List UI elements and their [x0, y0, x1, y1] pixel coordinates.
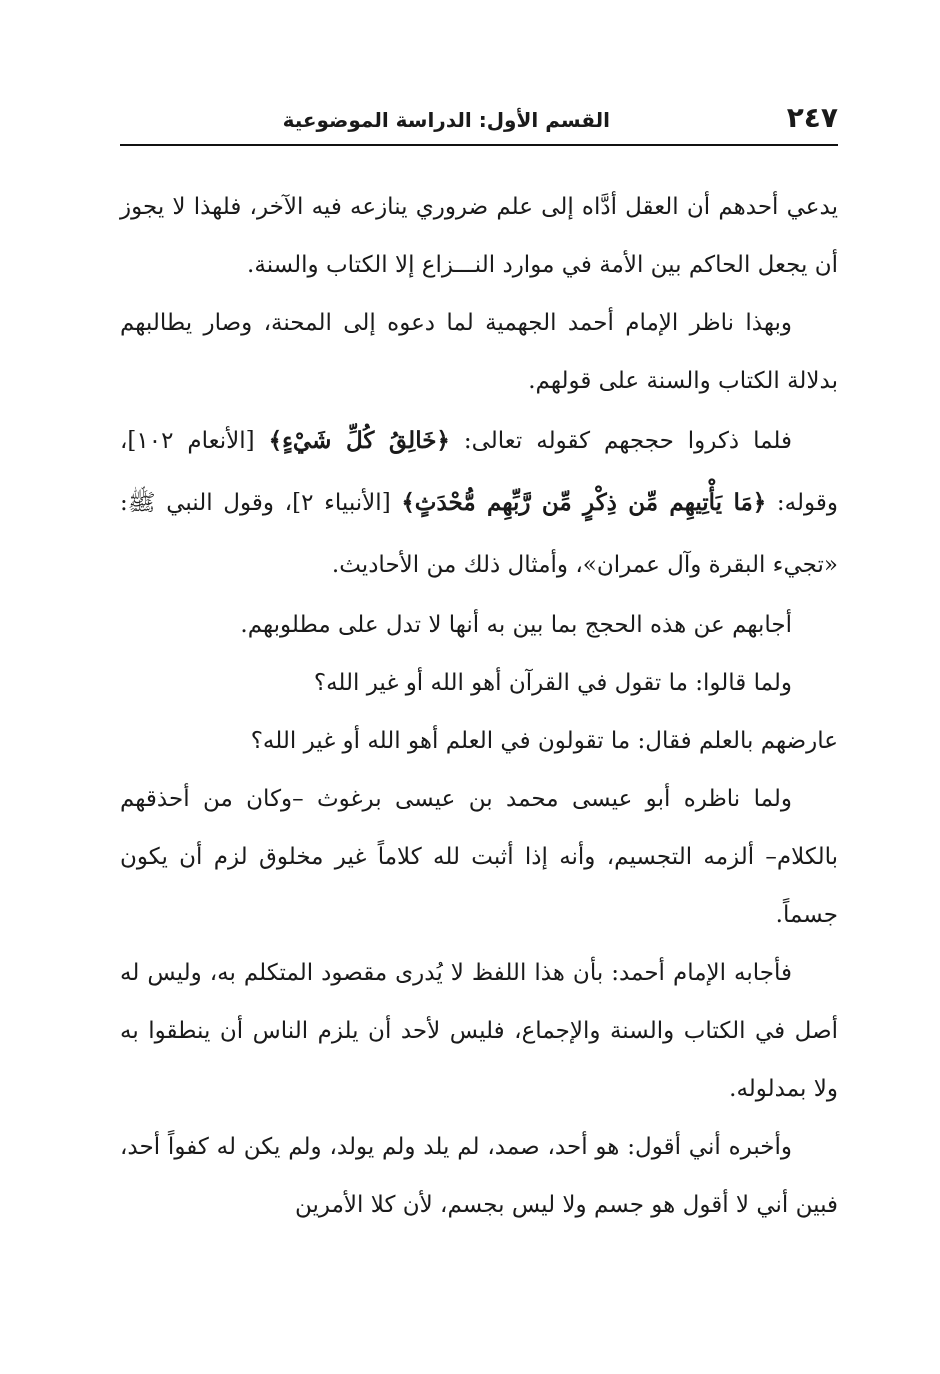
quran-verse-1: ﴿خَالِقُ كُلِّ شَيْءٍ﴾ — [268, 427, 450, 454]
running-title: القسم الأول: الدراسة الموضوعية — [282, 108, 610, 132]
paragraph-7: ولما ناظره أبو عيسى محمد بن عيسى برغوث –وكان من أحذقهم بالكلام– ألزمه التجسيم، وأنه إذا أثبت لله كلاماً غير مخلوق لزم أن يكون جسماً. — [120, 786, 838, 928]
paragraph-3-mid2: [الأنبياء ٢]، وقول النبي ﷺ: «تجيء البقرة وآل عمران»، وأمثال ذلك من الأحاديث. — [120, 490, 838, 578]
page-number: ٢٤٧ — [786, 101, 838, 134]
page-header — [120, 100, 838, 144]
paragraph-4: أجابهم عن هذه الحجج بما بين به أنها لا تدل على مطلوبهم. — [240, 612, 792, 638]
paragraph-1: يدعي أحدهم أن العقل أدَّاه إلى علم ضروري ينازعه فيه الآخر، فلهذا لا يجوز أن يجعل الحاكم بين الأمة في موارد النـــزاع إلا الكتاب والسنة. — [120, 194, 838, 278]
paragraph-3-mid1: [الأنعام ١٠٢]، وقوله: — [120, 428, 838, 516]
paragraph-5: ولما قالوا: ما تقول في القرآن أهو الله أو غير الله؟ — [313, 670, 792, 696]
paragraph-6: عارضهم بالعلم فقال: ما تقولون في العلم أهو الله أو غير الله؟ — [250, 728, 838, 754]
paragraph-8: فأجابه الإمام أحمد: بأن هذا اللفظ لا يُدرى مقصود المتكلم به، وليس له أصل في الكتاب والسنة والإجماع، فليس لأحد أن يلزم الناس أن ينطقوا به ولا بمدلوله. — [120, 960, 838, 1102]
header-rule — [120, 144, 838, 146]
body-text — [120, 178, 838, 1234]
paragraph-3 — [120, 410, 838, 596]
paragraph-3-lead: فلما ذكروا حججهم كقوله تعالى: — [449, 428, 793, 454]
quran-verse-2: ﴿مَا يَأْتِيهِم مِّن ذِكْرٍ مِّن رَّبِّهِم مُّحْدَثٍ﴾ — [401, 489, 767, 516]
paragraph-9: وأخبره أني أقول: هو أحد، صمد، لم يلد ولم يولد، ولم يكن له كفواً أحد، فبين أني لا أقول هو جسم ولا ليس بجسم، لأن كلا الأمرين — [120, 1134, 838, 1218]
paragraph-2: وبهذا ناظر الإمام أحمد الجهمية لما دعوه إلى المحنة، وصار يطالبهم بدلالة الكتاب والسنة على قولهم. — [120, 310, 838, 394]
